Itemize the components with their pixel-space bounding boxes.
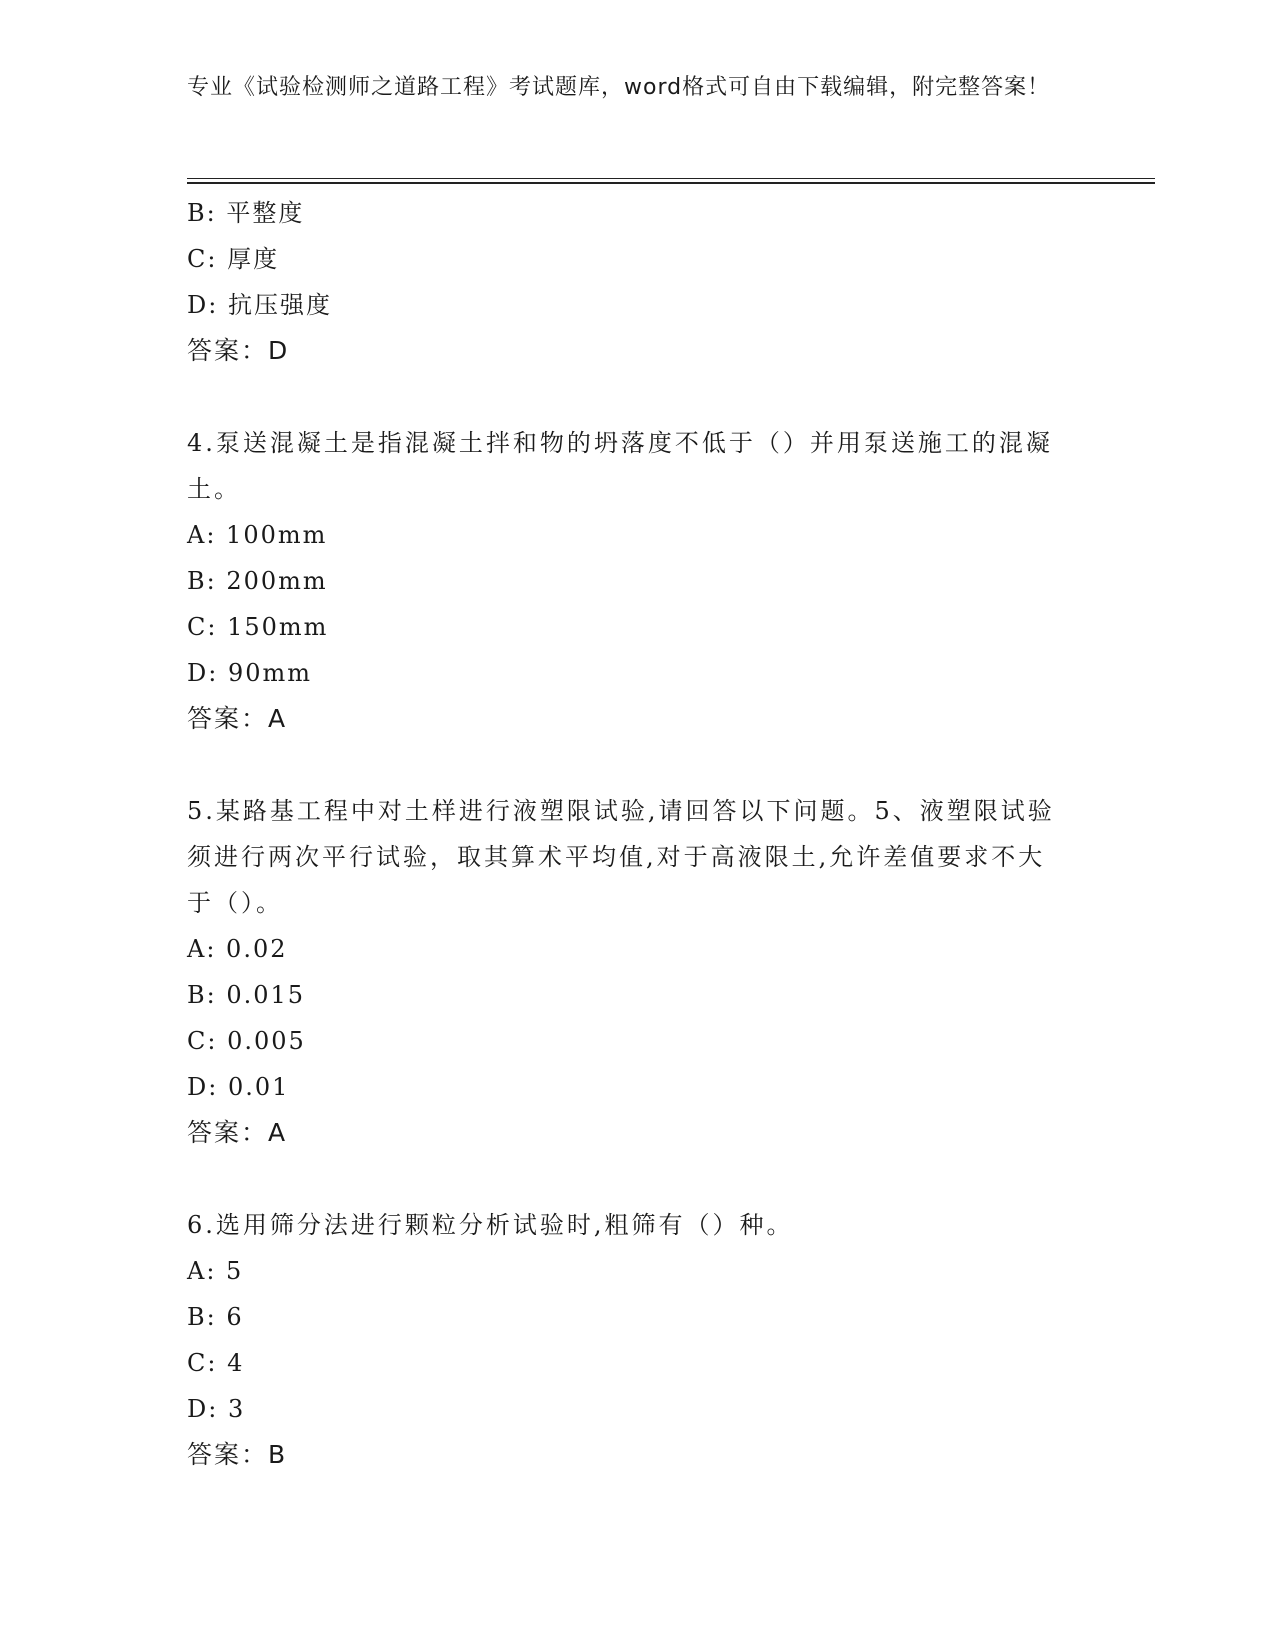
answer-line: 答案：B	[187, 1440, 288, 1469]
option-d: D: 3	[187, 1395, 246, 1423]
option-c: C: 4	[187, 1349, 245, 1377]
question-4	[187, 420, 1067, 742]
option-d: D: 90mm	[187, 659, 313, 687]
option-c: C: 0.005	[187, 1027, 306, 1055]
question-text: 5.某路基工程中对土样进行液塑限试验,请回答以下问题。5、液塑限试验须进行两次平行试验，取其算术平均值,对于高液限土,允许差值要求不大于（）。	[187, 797, 1055, 917]
option-a: A: 100mm	[187, 521, 328, 549]
option-c: C: 厚度	[187, 245, 280, 273]
document-header: 专业《试验检测师之道路工程》考试题库，word格式可自由下载编辑，附完整答案！	[187, 75, 1051, 100]
header-rule-thick	[187, 182, 1155, 184]
question-6	[187, 1202, 1067, 1478]
option-b: B: 平整度	[187, 199, 305, 227]
option-a: A: 0.02	[187, 935, 288, 963]
option-d: D: 抗压强度	[187, 291, 332, 319]
question-list	[187, 190, 1067, 1478]
continued-question	[187, 190, 1067, 374]
question-5	[187, 788, 1067, 1156]
answer-line: 答案：D	[187, 336, 290, 365]
question-text: 4.泵送混凝土是指混凝土拌和物的坍落度不低于（）并用泵送施工的混凝土。	[187, 429, 1053, 503]
header-rule-thin	[187, 178, 1155, 179]
answer-line: 答案：A	[187, 1118, 288, 1147]
option-b: B: 0.015	[187, 981, 306, 1009]
option-b: B: 200mm	[187, 567, 328, 595]
option-a: A: 5	[187, 1257, 244, 1285]
option-c: C: 150mm	[187, 613, 329, 641]
question-text: 6.选用筛分法进行颗粒分析试验时,粗筛有（）种。	[187, 1211, 794, 1239]
option-d: D: 0.01	[187, 1073, 290, 1101]
answer-line: 答案：A	[187, 704, 288, 733]
option-b: B: 6	[187, 1303, 244, 1331]
